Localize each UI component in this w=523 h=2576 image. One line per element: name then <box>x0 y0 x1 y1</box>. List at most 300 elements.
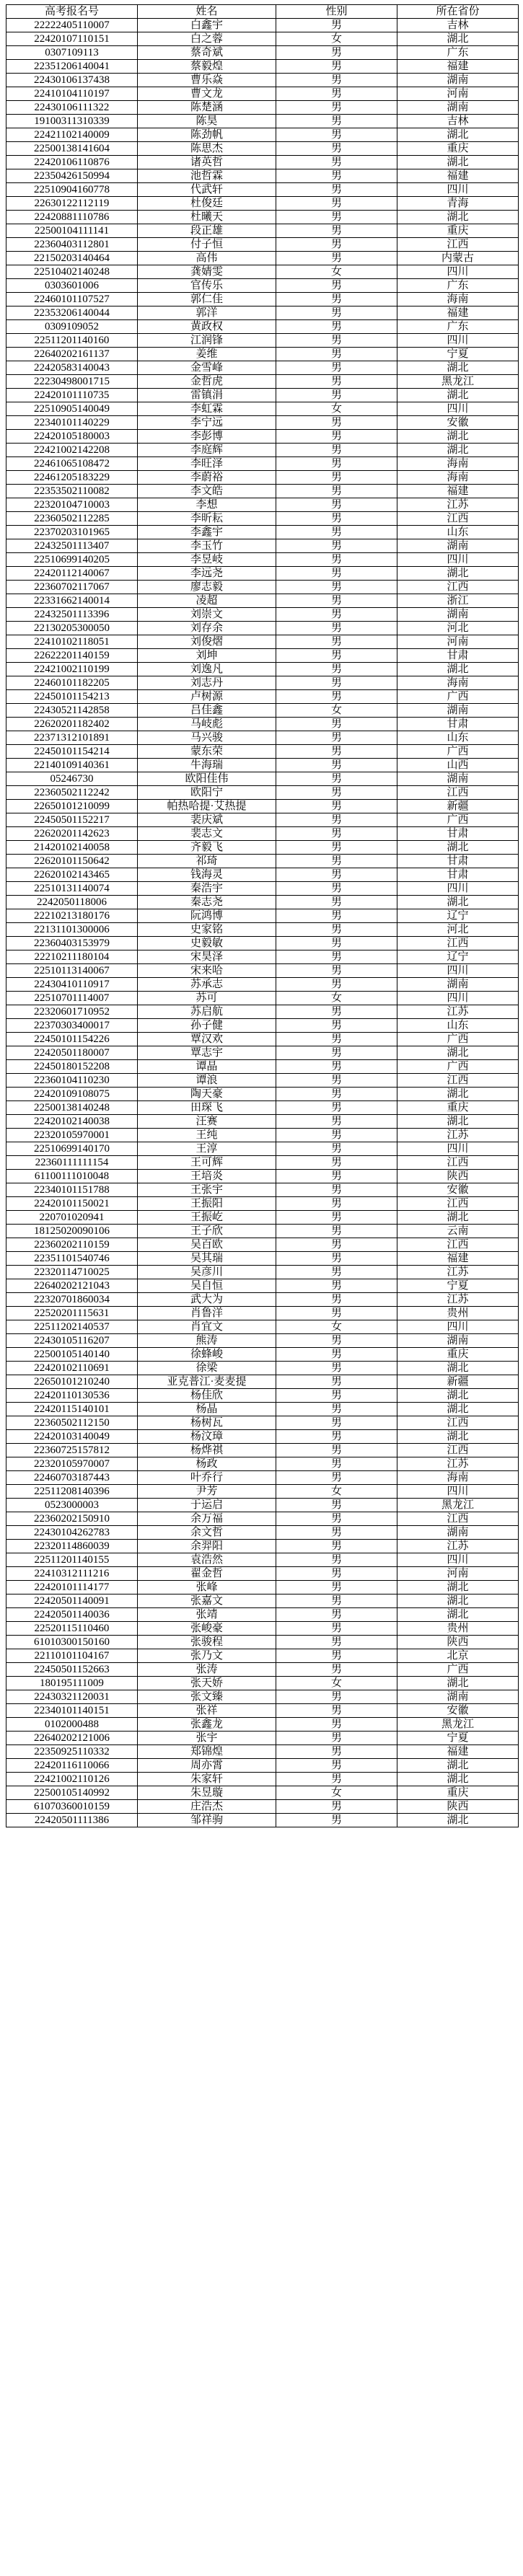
cell-name: 李彭博 <box>138 430 276 444</box>
cell-gender: 男 <box>276 882 397 896</box>
table-row <box>6 1266 519 1279</box>
cell-exam-id: 22421002110199 <box>6 663 138 676</box>
table-row <box>6 1252 519 1266</box>
cell-gender: 男 <box>276 896 397 909</box>
cell-exam-id: 22430521142858 <box>6 704 138 718</box>
cell-province: 宁夏 <box>397 348 519 361</box>
cell-name: 肖宜文 <box>138 1320 276 1334</box>
cell-name: 庄浩杰 <box>138 1800 276 1814</box>
cell-gender: 男 <box>276 1348 397 1362</box>
table-row <box>6 526 519 539</box>
cell-province: 湖北 <box>397 896 519 909</box>
cell-province: 湖南 <box>397 1690 519 1704</box>
cell-name: 龚婧雯 <box>138 265 276 279</box>
cell-name: 武大为 <box>138 1293 276 1307</box>
cell-province: 海南 <box>397 293 519 306</box>
cell-gender: 男 <box>276 1663 397 1677</box>
cell-province: 陕西 <box>397 1636 519 1649</box>
cell-gender: 男 <box>276 1334 397 1348</box>
cell-province: 重庆 <box>397 1101 519 1115</box>
cell-exam-id: 22230498001715 <box>6 375 138 389</box>
cell-gender: 男 <box>276 964 397 978</box>
table-row <box>6 731 519 745</box>
cell-gender: 男 <box>276 1088 397 1101</box>
roster-table-container <box>6 4 518 1827</box>
cell-gender: 男 <box>276 731 397 745</box>
table-row <box>6 567 519 581</box>
table-row <box>6 444 519 457</box>
cell-gender: 男 <box>276 1581 397 1594</box>
table-row <box>6 1553 519 1567</box>
table-row <box>6 594 519 608</box>
cell-exam-id: 22360202150910 <box>6 1512 138 1526</box>
cell-exam-id: 22340101140151 <box>6 1704 138 1718</box>
table-row <box>6 279 519 293</box>
cell-exam-id: 22511202140537 <box>6 1320 138 1334</box>
table-row <box>6 1512 519 1526</box>
cell-name: 李昱岐 <box>138 553 276 567</box>
cell-name: 王纯 <box>138 1129 276 1142</box>
table-row <box>6 1608 519 1622</box>
cell-name: 谭晶 <box>138 1060 276 1074</box>
table-row <box>6 1211 519 1225</box>
cell-exam-id: 22511201140160 <box>6 334 138 348</box>
cell-exam-id: 220701020941 <box>6 1211 138 1225</box>
table-row <box>6 539 519 553</box>
cell-exam-id: 22450101154226 <box>6 1033 138 1046</box>
table-row <box>6 800 519 813</box>
cell-name: 白之蓉 <box>138 32 276 46</box>
cell-name: 汪赛 <box>138 1115 276 1129</box>
cell-province: 江苏 <box>397 1457 519 1471</box>
cell-gender: 男 <box>276 855 397 868</box>
cell-name: 阮鸿博 <box>138 909 276 923</box>
cell-exam-id: 22420103140049 <box>6 1430 138 1444</box>
table-row <box>6 841 519 855</box>
cell-name: 陈思杰 <box>138 142 276 156</box>
cell-name: 杨烨祺 <box>138 1444 276 1457</box>
cell-name: 亚克普江·麦麦提 <box>138 1375 276 1389</box>
cell-exam-id: 22420110130536 <box>6 1389 138 1403</box>
table-row <box>6 306 519 320</box>
table-row <box>6 937 519 950</box>
table-row <box>6 1005 519 1019</box>
table-row <box>6 608 519 622</box>
table-row <box>6 635 519 649</box>
cell-gender: 男 <box>276 142 397 156</box>
cell-exam-id: 22320105970007 <box>6 1457 138 1471</box>
cell-province: 四川 <box>397 183 519 197</box>
cell-exam-id: 22360403112801 <box>6 238 138 252</box>
cell-gender: 男 <box>276 1293 397 1307</box>
cell-province: 湖南 <box>397 772 519 786</box>
table-row <box>6 786 519 800</box>
cell-gender: 男 <box>276 306 397 320</box>
cell-gender: 女 <box>276 1320 397 1334</box>
table-row <box>6 1362 519 1375</box>
cell-exam-id: 0523000003 <box>6 1499 138 1512</box>
cell-gender: 男 <box>276 1170 397 1183</box>
cell-exam-id: 22360725157812 <box>6 1444 138 1457</box>
cell-province: 湖北 <box>397 1430 519 1444</box>
cell-gender: 男 <box>276 485 397 498</box>
cell-province: 江苏 <box>397 1129 519 1142</box>
cell-exam-id: 22500138141604 <box>6 142 138 156</box>
cell-exam-id: 22510402140248 <box>6 265 138 279</box>
cell-exam-id: 22510904160778 <box>6 183 138 197</box>
cell-name: 官传乐 <box>138 279 276 293</box>
cell-gender: 男 <box>276 1252 397 1266</box>
cell-name: 叶乔行 <box>138 1471 276 1485</box>
cell-province: 湖北 <box>397 1773 519 1786</box>
cell-name: 池哲霖 <box>138 169 276 183</box>
cell-gender: 男 <box>276 197 397 211</box>
cell-exam-id: 22450180152208 <box>6 1060 138 1074</box>
cell-gender: 男 <box>276 238 397 252</box>
table-row <box>6 1019 519 1033</box>
cell-exam-id: 05246730 <box>6 772 138 786</box>
table-row <box>6 1046 519 1060</box>
cell-name: 陈昊 <box>138 115 276 128</box>
table-row <box>6 1088 519 1101</box>
cell-gender: 男 <box>276 430 397 444</box>
cell-gender: 男 <box>276 252 397 265</box>
cell-gender: 男 <box>276 1279 397 1293</box>
cell-province: 四川 <box>397 553 519 567</box>
cell-exam-id: 61070360010159 <box>6 1800 138 1814</box>
table-row <box>6 389 519 402</box>
cell-gender: 男 <box>276 1074 397 1088</box>
cell-exam-id: 0309109052 <box>6 320 138 334</box>
cell-province: 四川 <box>397 265 519 279</box>
table-row <box>6 1690 519 1704</box>
table-body <box>6 19 519 1827</box>
table-row <box>6 718 519 731</box>
cell-exam-id: 22420583140043 <box>6 361 138 375</box>
cell-gender: 男 <box>276 1800 397 1814</box>
cell-gender: 男 <box>276 1636 397 1649</box>
table-row <box>6 827 519 841</box>
cell-exam-id: 2242050118006 <box>6 896 138 909</box>
cell-gender: 男 <box>276 909 397 923</box>
cell-exam-id: 22420116110066 <box>6 1759 138 1773</box>
cell-province: 广东 <box>397 279 519 293</box>
cell-name: 刘存余 <box>138 622 276 635</box>
table-row <box>6 211 519 224</box>
cell-name: 段正雄 <box>138 224 276 238</box>
table-row <box>6 32 519 46</box>
cell-exam-id: 22421002142208 <box>6 444 138 457</box>
cell-gender: 男 <box>276 635 397 649</box>
cell-province: 湖北 <box>397 1046 519 1060</box>
cell-exam-id: 22210213180176 <box>6 909 138 923</box>
table-row <box>6 1704 519 1718</box>
cell-province: 山东 <box>397 526 519 539</box>
cell-name: 谭浪 <box>138 1074 276 1088</box>
cell-exam-id: 22420115140101 <box>6 1403 138 1416</box>
cell-province: 重庆 <box>397 1786 519 1800</box>
cell-gender: 男 <box>276 115 397 128</box>
cell-exam-id: 22150203140464 <box>6 252 138 265</box>
cell-exam-id: 22353502110082 <box>6 485 138 498</box>
cell-name: 李昕耘 <box>138 512 276 526</box>
cell-gender: 男 <box>276 759 397 772</box>
cell-province: 四川 <box>397 334 519 348</box>
table-row <box>6 74 519 87</box>
cell-gender: 男 <box>276 978 397 992</box>
cell-gender: 男 <box>276 1238 397 1252</box>
cell-province: 湖南 <box>397 704 519 718</box>
table-row <box>6 855 519 868</box>
cell-province: 四川 <box>397 1485 519 1499</box>
table-row <box>6 1074 519 1088</box>
cell-province: 甘肃 <box>397 827 519 841</box>
table-row <box>6 485 519 498</box>
table-row <box>6 512 519 526</box>
cell-name: 姜维 <box>138 348 276 361</box>
cell-exam-id: 22640202121006 <box>6 1732 138 1745</box>
table-row <box>6 1594 519 1608</box>
table-row <box>6 457 519 471</box>
table-row <box>6 1389 519 1403</box>
cell-province: 湖北 <box>397 841 519 855</box>
cell-name: 王培炎 <box>138 1170 276 1183</box>
cell-gender: 男 <box>276 1362 397 1375</box>
cell-name: 秦浩宇 <box>138 882 276 896</box>
table-row <box>6 923 519 937</box>
cell-gender: 男 <box>276 320 397 334</box>
table-row <box>6 1416 519 1430</box>
table-row <box>6 553 519 567</box>
cell-gender: 男 <box>276 1622 397 1636</box>
cell-province: 河南 <box>397 1567 519 1581</box>
cell-exam-id: 22350426150994 <box>6 169 138 183</box>
cell-gender: 男 <box>276 1540 397 1553</box>
table-row <box>6 1786 519 1800</box>
cell-name: 裴庆斌 <box>138 813 276 827</box>
cell-gender: 男 <box>276 923 397 937</box>
cell-province: 甘肃 <box>397 868 519 882</box>
cell-province: 贵州 <box>397 1622 519 1636</box>
cell-gender: 男 <box>276 1526 397 1540</box>
cell-gender: 男 <box>276 1649 397 1663</box>
cell-exam-id: 22430410110917 <box>6 978 138 992</box>
cell-name: 王张宇 <box>138 1183 276 1197</box>
cell-exam-id: 22360502112242 <box>6 786 138 800</box>
cell-name: 杨树瓦 <box>138 1416 276 1430</box>
cell-name: 徐蜂峻 <box>138 1348 276 1362</box>
cell-name: 金雪峰 <box>138 361 276 375</box>
cell-exam-id: 22420101150021 <box>6 1197 138 1211</box>
cell-gender: 男 <box>276 361 397 375</box>
cell-name: 杨佳欣 <box>138 1389 276 1403</box>
cell-name: 欧阳宁 <box>138 786 276 800</box>
cell-gender: 男 <box>276 375 397 389</box>
cell-gender: 男 <box>276 1156 397 1170</box>
cell-province: 江苏 <box>397 1005 519 1019</box>
cell-exam-id: 0303601006 <box>6 279 138 293</box>
cell-name: 牛海瑞 <box>138 759 276 772</box>
cell-exam-id: 22430106137438 <box>6 74 138 87</box>
cell-name: 李想 <box>138 498 276 512</box>
cell-name: 蒙东荣 <box>138 745 276 759</box>
cell-gender: 男 <box>276 389 397 402</box>
cell-name: 覃志宇 <box>138 1046 276 1060</box>
cell-gender: 男 <box>276 334 397 348</box>
cell-exam-id: 22210211180104 <box>6 950 138 964</box>
table-row <box>6 1732 519 1745</box>
cell-name: 曹文龙 <box>138 87 276 101</box>
table-row <box>6 87 519 101</box>
cell-province: 重庆 <box>397 224 519 238</box>
cell-name: 吴百欧 <box>138 1238 276 1252</box>
cell-exam-id: 19100311310339 <box>6 115 138 128</box>
cell-name: 卢树源 <box>138 690 276 704</box>
cell-name: 黄政权 <box>138 320 276 334</box>
cell-gender: 女 <box>276 265 397 279</box>
cell-province: 浙江 <box>397 594 519 608</box>
cell-province: 安徽 <box>397 1183 519 1197</box>
cell-name: 马岐彪 <box>138 718 276 731</box>
cell-province: 湖北 <box>397 430 519 444</box>
cell-name: 廖志毅 <box>138 581 276 594</box>
cell-exam-id: 22340101151788 <box>6 1183 138 1197</box>
cell-province: 湖北 <box>397 1677 519 1690</box>
cell-exam-id: 22640202161137 <box>6 348 138 361</box>
table-row <box>6 896 519 909</box>
cell-name: 刘俊熠 <box>138 635 276 649</box>
cell-exam-id: 22420501140036 <box>6 1608 138 1622</box>
cell-province: 新疆 <box>397 1375 519 1389</box>
cell-exam-id: 22520115110460 <box>6 1622 138 1636</box>
table-row <box>6 1471 519 1485</box>
cell-name: 苏承志 <box>138 978 276 992</box>
table-row <box>6 498 519 512</box>
cell-gender: 男 <box>276 128 397 142</box>
table-row <box>6 293 519 306</box>
cell-name: 郑锦煌 <box>138 1745 276 1759</box>
cell-gender: 男 <box>276 1416 397 1430</box>
cell-gender: 男 <box>276 293 397 306</box>
cell-gender: 男 <box>276 827 397 841</box>
cell-exam-id: 22371312101891 <box>6 731 138 745</box>
cell-exam-id: 22370203101965 <box>6 526 138 539</box>
cell-exam-id: 22460101107527 <box>6 293 138 306</box>
cell-name: 王可辉 <box>138 1156 276 1170</box>
cell-province: 海南 <box>397 471 519 485</box>
cell-province: 湖北 <box>397 1594 519 1608</box>
cell-name: 江润锋 <box>138 334 276 348</box>
cell-province: 福建 <box>397 306 519 320</box>
cell-exam-id: 22420881110786 <box>6 211 138 224</box>
table-row <box>6 1663 519 1677</box>
cell-name: 王振屹 <box>138 1211 276 1225</box>
cell-province: 北京 <box>397 1649 519 1663</box>
cell-name: 张乃文 <box>138 1649 276 1663</box>
cell-gender: 男 <box>276 950 397 964</box>
table-row <box>6 1814 519 1827</box>
cell-gender: 男 <box>276 1403 397 1416</box>
cell-province: 四川 <box>397 1553 519 1567</box>
cell-exam-id: 22353206140044 <box>6 306 138 320</box>
table-row <box>6 115 519 128</box>
cell-province: 河北 <box>397 923 519 937</box>
cell-gender: 男 <box>276 1773 397 1786</box>
cell-name: 翟金哲 <box>138 1567 276 1581</box>
cell-exam-id: 22420501111386 <box>6 1814 138 1827</box>
cell-province: 河北 <box>397 622 519 635</box>
table-row <box>6 978 519 992</box>
cell-exam-id: 22622201140159 <box>6 649 138 663</box>
cell-name: 周亦霄 <box>138 1759 276 1773</box>
cell-province: 辽宁 <box>397 950 519 964</box>
table-row <box>6 649 519 663</box>
cell-name: 张峻豪 <box>138 1622 276 1636</box>
cell-name: 余万福 <box>138 1512 276 1526</box>
cell-province: 福建 <box>397 485 519 498</box>
cell-name: 张骏程 <box>138 1636 276 1649</box>
cell-province: 湖北 <box>397 32 519 46</box>
table-row <box>6 265 519 279</box>
cell-gender: 女 <box>276 992 397 1005</box>
table-row <box>6 320 519 334</box>
cell-province: 江西 <box>397 786 519 800</box>
cell-gender: 男 <box>276 581 397 594</box>
cell-province: 青海 <box>397 197 519 211</box>
cell-gender: 男 <box>276 1225 397 1238</box>
cell-name: 刘崇文 <box>138 608 276 622</box>
cell-gender: 男 <box>276 745 397 759</box>
cell-name: 王淳 <box>138 1142 276 1156</box>
cell-gender: 男 <box>276 608 397 622</box>
cell-gender: 男 <box>276 46 397 60</box>
cell-province: 广西 <box>397 690 519 704</box>
cell-name: 王子欣 <box>138 1225 276 1238</box>
cell-province: 江西 <box>397 581 519 594</box>
cell-name: 张祥 <box>138 1704 276 1718</box>
table-row <box>6 1540 519 1553</box>
cell-province: 四川 <box>397 1320 519 1334</box>
cell-gender: 男 <box>276 348 397 361</box>
cell-province: 甘肃 <box>397 855 519 868</box>
cell-province: 湖北 <box>397 663 519 676</box>
cell-exam-id: 22450501152663 <box>6 1663 138 1677</box>
cell-gender: 男 <box>276 1512 397 1526</box>
cell-gender: 男 <box>276 786 397 800</box>
cell-province: 山东 <box>397 731 519 745</box>
table-row <box>6 622 519 635</box>
cell-exam-id: 22351206140041 <box>6 60 138 74</box>
cell-province: 湖北 <box>397 1362 519 1375</box>
cell-name: 邹祥驹 <box>138 1814 276 1827</box>
cell-name: 吕佳鑫 <box>138 704 276 718</box>
cell-province: 四川 <box>397 882 519 896</box>
cell-province: 重庆 <box>397 142 519 156</box>
cell-exam-id: 22320114860039 <box>6 1540 138 1553</box>
table-row <box>6 1773 519 1786</box>
cell-province: 广西 <box>397 813 519 827</box>
cell-name: 宋昊泽 <box>138 950 276 964</box>
cell-province: 内蒙古 <box>397 252 519 265</box>
cell-province: 吉林 <box>397 19 519 32</box>
cell-province: 湖南 <box>397 978 519 992</box>
cell-exam-id: 22421102140009 <box>6 128 138 142</box>
table-row <box>6 813 519 827</box>
cell-province: 海南 <box>397 457 519 471</box>
cell-province: 吉林 <box>397 115 519 128</box>
cell-province: 福建 <box>397 60 519 74</box>
table-row <box>6 882 519 896</box>
